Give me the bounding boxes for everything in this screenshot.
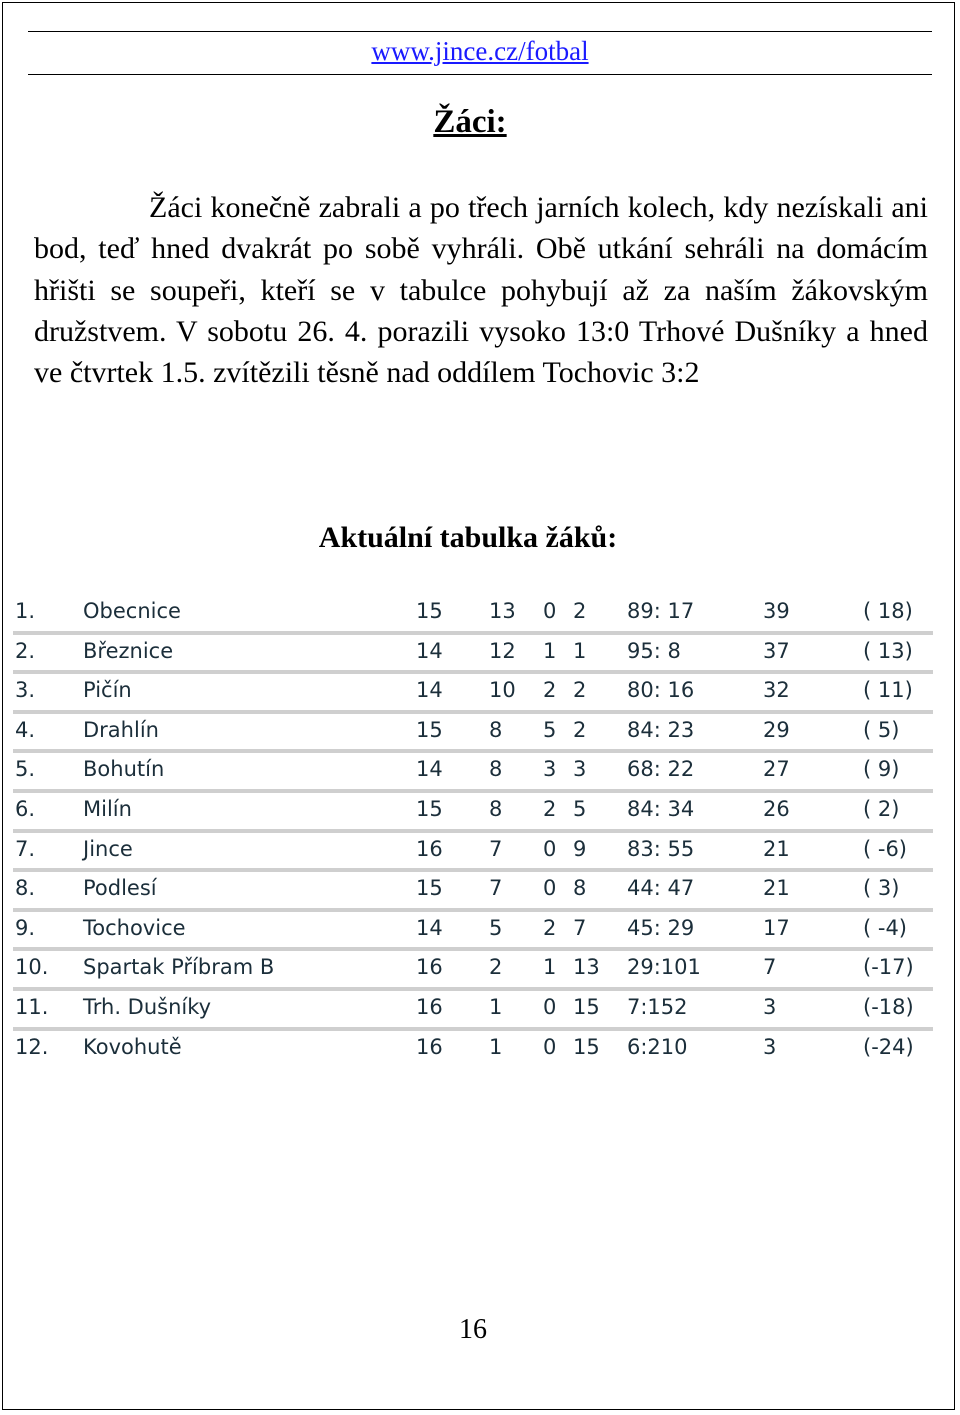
- table-row: [13, 833, 933, 873]
- table-cell-rank: 6.: [15, 796, 36, 821]
- table-cell-team: Březnice: [83, 638, 174, 663]
- table-row: [13, 991, 933, 1031]
- table-cell-won: 12: [489, 638, 516, 663]
- section-heading: Žáci:: [433, 104, 507, 140]
- table-cell-played: 15: [416, 599, 443, 623]
- table-cell-score: 80: 16: [627, 678, 695, 703]
- table-cell-lost: 1: [573, 638, 587, 663]
- table-cell-diff: ( -6): [863, 836, 907, 861]
- table-cell-won: 5: [489, 915, 503, 940]
- table-cell-team: Spartak Příbram B: [83, 955, 275, 980]
- table-cell-rank: 10.: [15, 955, 49, 980]
- table-cell-team: Jince: [83, 836, 133, 861]
- table-cell-score: 29:101: [627, 955, 701, 980]
- table-cell-team: Podlesí: [83, 876, 157, 901]
- table-cell-team: Kovohutě: [83, 1034, 182, 1059]
- table-row: [13, 793, 933, 833]
- table-cell-played: 15: [416, 876, 443, 901]
- table-cell-rank: 9.: [15, 915, 36, 940]
- table-cell-points: 17: [763, 915, 790, 940]
- table-cell-diff: ( 11): [863, 678, 913, 703]
- table-cell-won: 2: [489, 955, 503, 980]
- table-cell-lost: 2: [573, 678, 587, 703]
- table-cell-points: 21: [763, 876, 790, 901]
- table-cell-diff: ( 3): [863, 876, 900, 901]
- table-cell-played: 16: [416, 955, 443, 980]
- table-cell-rank: 11.: [15, 994, 49, 1019]
- table-cell-won: 1: [489, 994, 503, 1019]
- table-cell-lost: 8: [573, 876, 587, 901]
- table-cell-diff: ( 2): [863, 796, 900, 821]
- table-cell-diff: ( 5): [863, 717, 900, 742]
- table-cell-points: 39: [763, 599, 790, 623]
- table-cell-score: 84: 34: [627, 796, 695, 821]
- table-row: [13, 635, 933, 675]
- table-cell-points: 7: [763, 955, 777, 980]
- table-cell-lost: 5: [573, 796, 587, 821]
- header-rule-bottom: [28, 74, 932, 75]
- table-cell-rank: 8.: [15, 876, 36, 901]
- table-cell-diff: (-24): [863, 1034, 914, 1059]
- table-cell-team: Obecnice: [83, 599, 181, 623]
- table-cell-score: 6:210: [627, 1034, 688, 1059]
- table-cell-played: 15: [416, 717, 443, 742]
- table-title: Aktuální tabulka žáků:: [318, 521, 618, 554]
- table-cell-won: 8: [489, 796, 503, 821]
- table-cell-played: 16: [416, 1034, 443, 1059]
- table-cell-rank: 5.: [15, 757, 36, 782]
- header-rule-top: [28, 31, 932, 32]
- table-cell-played: 14: [416, 757, 443, 782]
- table-cell-points: 3: [763, 994, 777, 1019]
- table-cell-won: 1: [489, 1034, 503, 1059]
- table-cell-rank: 4.: [15, 717, 36, 742]
- table-cell-score: 83: 55: [627, 836, 695, 861]
- table-cell-lost: 15: [573, 994, 600, 1019]
- table-cell-won: 10: [489, 678, 516, 703]
- table-cell-lost: 7: [573, 915, 587, 940]
- league-table: [13, 595, 933, 1070]
- table-row: [13, 595, 933, 635]
- table-cell-rank: 2.: [15, 638, 36, 663]
- table-cell-diff: (-18): [863, 994, 914, 1019]
- table-cell-team: Milín: [83, 796, 132, 821]
- table-cell-points: 21: [763, 836, 790, 861]
- table-cell-team: Pičín: [83, 678, 132, 703]
- table-cell-played: 14: [416, 915, 443, 940]
- table-cell-score: 68: 22: [627, 757, 695, 782]
- table-cell-played: 15: [416, 796, 443, 821]
- table-cell-team: Tochovice: [83, 915, 186, 940]
- table-cell-points: 27: [763, 757, 790, 782]
- table-cell-won: 7: [489, 876, 503, 901]
- table-cell-won: 13: [489, 599, 516, 623]
- table-cell-won: 8: [489, 757, 503, 782]
- table-cell-score: 7:152: [627, 994, 688, 1019]
- table-cell-lost: 2: [573, 599, 587, 623]
- table-cell-played: 16: [416, 994, 443, 1019]
- table-cell-diff: (-17): [863, 955, 914, 980]
- table-cell-lost: 15: [573, 1034, 600, 1059]
- table-cell-points: 32: [763, 678, 790, 703]
- header-url-link[interactable]: www.jince.cz/fotbal: [371, 36, 589, 66]
- table-cell-points: 37: [763, 638, 790, 663]
- table-cell-team: Drahlín: [83, 717, 159, 742]
- table-cell-drawn: 0: [543, 599, 557, 623]
- section-paragraph: Žáci konečně zabrali a po třech jarních kolech, kdy nezískali ani bod, teď hned dvakrát po sobě vyhráli. Obě utkání sehráli na domácím hřišti se soupeři, kteří se v tabulce pohybují až za naším žákovským družstvem. V sobotu 26. 4. porazili vysoko 13:0 Trhové Dušníky a hned ve čtvrtek 1.5. zvítězili těsně nad oddílem Tochovic 3:2: [34, 191, 928, 390]
- table-cell-rank: 1.: [15, 599, 36, 623]
- table-row: [13, 1031, 933, 1071]
- table-cell-drawn: 0: [543, 836, 557, 861]
- table-cell-points: 3: [763, 1034, 777, 1059]
- table-cell-team: Trh. Dušníky: [83, 994, 212, 1019]
- table-cell-drawn: 2: [543, 678, 557, 703]
- table-cell-drawn: 2: [543, 915, 557, 940]
- table-cell-drawn: 0: [543, 876, 557, 901]
- table-cell-won: 7: [489, 836, 503, 861]
- table-cell-diff: ( 18): [863, 599, 913, 623]
- table-cell-rank: 12.: [15, 1034, 49, 1059]
- table-cell-score: 95: 8: [627, 638, 681, 663]
- table-cell-diff: ( 13): [863, 638, 913, 663]
- table-row: [13, 951, 933, 991]
- page-number: 16: [459, 1314, 487, 1345]
- table-cell-drawn: 2: [543, 796, 557, 821]
- table-cell-drawn: 1: [543, 955, 557, 980]
- table-cell-points: 29: [763, 717, 790, 742]
- table-row: [13, 912, 933, 952]
- table-cell-lost: 9: [573, 836, 587, 861]
- table-cell-drawn: 0: [543, 994, 557, 1019]
- table-cell-team: Bohutín: [83, 757, 165, 782]
- table-row: [13, 753, 933, 793]
- table-cell-drawn: 5: [543, 717, 557, 742]
- table-cell-score: 89: 17: [627, 599, 695, 623]
- table-cell-lost: 2: [573, 717, 587, 742]
- table-cell-diff: ( 9): [863, 757, 900, 782]
- table-row: [13, 674, 933, 714]
- table-cell-won: 8: [489, 717, 503, 742]
- table-row: [13, 714, 933, 754]
- table-cell-played: 14: [416, 678, 443, 703]
- table-cell-lost: 3: [573, 757, 587, 782]
- table-cell-rank: 3.: [15, 678, 36, 703]
- table-cell-diff: ( -4): [863, 915, 907, 940]
- table-row: [13, 872, 933, 912]
- table-cell-rank: 7.: [15, 836, 36, 861]
- table-cell-drawn: 1: [543, 638, 557, 663]
- table-cell-score: 44: 47: [627, 876, 695, 901]
- table-cell-score: 84: 23: [627, 717, 695, 742]
- table-cell-drawn: 3: [543, 757, 557, 782]
- table-cell-played: 16: [416, 836, 443, 861]
- table-cell-drawn: 0: [543, 1034, 557, 1059]
- table-cell-score: 45: 29: [627, 915, 695, 940]
- table-cell-points: 26: [763, 796, 790, 821]
- table-cell-played: 14: [416, 638, 443, 663]
- table-cell-lost: 13: [573, 955, 600, 980]
